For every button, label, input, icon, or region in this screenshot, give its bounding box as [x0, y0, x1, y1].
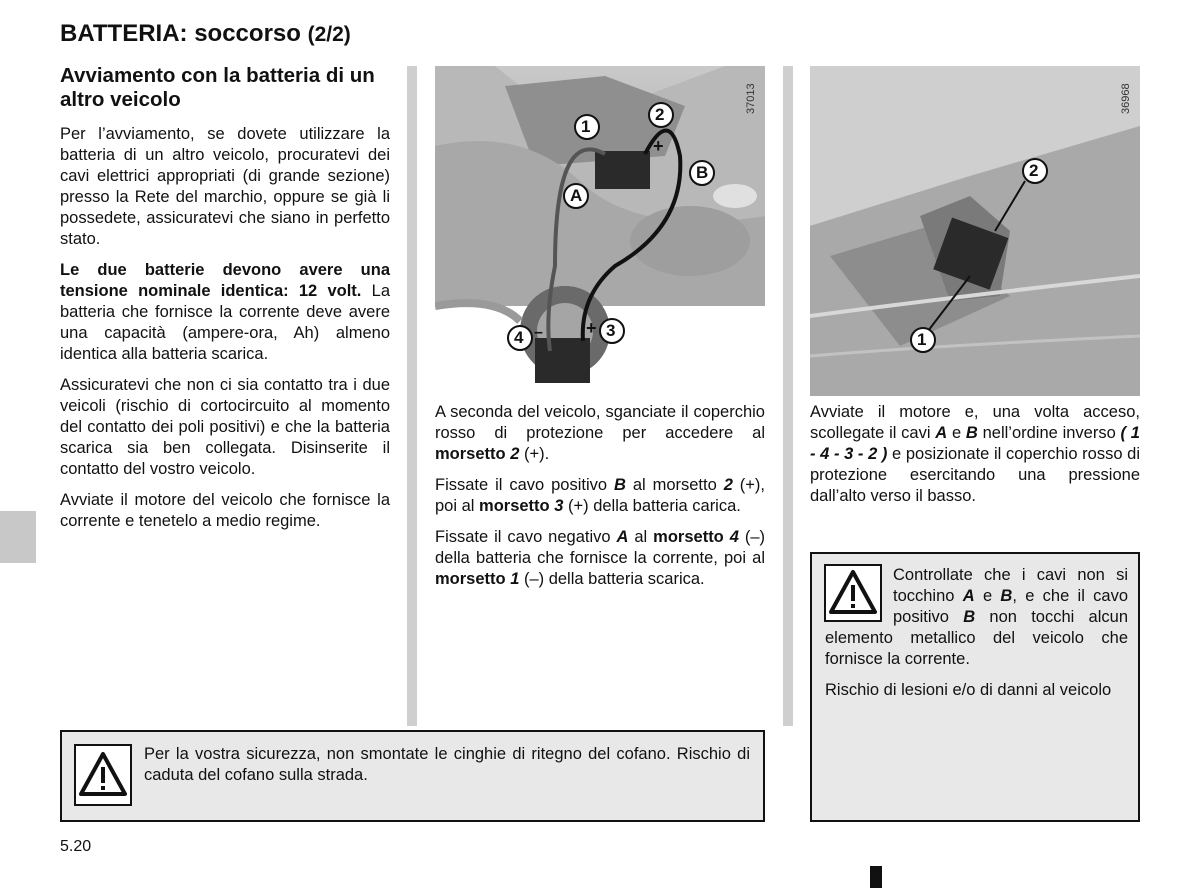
chapter-tab: [0, 511, 36, 563]
column-divider-2: [783, 66, 793, 726]
plus-sign-lower: +: [586, 318, 597, 338]
figure-code: 37013: [745, 83, 757, 114]
voltage-note: Le due batterie devono avere una tensione nominale identica: 12 volt.: [60, 261, 390, 300]
page-title: [60, 20, 351, 48]
warning-triangle-icon: [74, 744, 132, 806]
callout-2-label: 2: [655, 105, 665, 124]
page-number: 5.20: [60, 838, 92, 855]
callout-A-label: A: [570, 186, 583, 205]
title-sub: (2/2): [307, 23, 351, 46]
figure-jump-start-diagram: [435, 66, 765, 396]
callout-1-label: 1: [581, 117, 591, 136]
section-heading: Avviamento con la batteria di un altro veicolo: [60, 64, 375, 111]
warning-text-hood-straps: Per la vostra sicurezza, non smontate le cinghie di ritegno del cofano. Rischio di caduta del cofano sulla strada.: [144, 745, 750, 784]
left-column: [60, 64, 390, 542]
middle-paragraph-1: A seconda del veicolo, sganciate il coperchio rosso di protezione per accedere al morsetto 2 (+).: [435, 403, 765, 463]
right-paragraph-1: Avviate il motore e, una volta acceso, scollegate il cavi A e B nell’ordine inverso ( 1 - 4 - 3 - 2 ) e posizionate il coperchio rosso di protezione esercitando una pressione dall’alto verso il basso.: [810, 403, 1140, 505]
minus-sign-lower: –: [534, 324, 543, 341]
callout-3-label: 3: [606, 321, 616, 340]
callout-B-label: B: [696, 163, 709, 182]
middle-column: [435, 402, 765, 600]
left-paragraph-3: Assicuratevi che non ci sia contatto tra i due veicoli (rischio di cortocircuito al momento del contatto dei poli positivi) e che la batteria scarica sia ben collegata. Disinserite il contatto del vostro veicolo.: [60, 376, 390, 478]
figure-battery-location-photo: [810, 66, 1140, 396]
middle-paragraph-2: Fissate il cavo positivo B al morsetto 2 (+), poi al morsetto 3 (+) della batteria carica.: [435, 476, 765, 515]
warning-text-cables: Controllate che i cavi non si tocchino A e B, e che il cavo positivo B non tocchi alcun elemento metallico del veicolo che fornisce la corrente. Rischio di lesioni e/o di danni al veicolo: [825, 566, 1128, 699]
plus-sign-upper: +: [653, 136, 664, 156]
title-main: BATTERIA: soccorso: [60, 20, 301, 47]
page-edge-marker: [870, 866, 882, 888]
right-column: [810, 402, 1140, 517]
battery-location-illustration: [810, 66, 1140, 396]
callout-2-label: 2: [1029, 161, 1039, 180]
column-divider-1: [407, 66, 417, 726]
callout-4-label: 4: [514, 328, 524, 347]
figure-code: 36968: [1120, 83, 1132, 114]
warning-box-hood-straps: [60, 730, 765, 822]
warning-risk-note: Rischio di lesioni e/o di danni al veicolo: [825, 681, 1112, 699]
warning-box-cables: [810, 552, 1140, 822]
callout-1-label: 1: [917, 330, 927, 349]
left-paragraph-2: Le due batterie devono avere una tensione nominale identica: 12 volt. La batteria che fornisce la corrente deve avere una capacità (ampere-ora, Ah) almeno identica alla batteria scarica.: [60, 261, 390, 363]
middle-paragraph-3: Fissate il cavo negativo A al morsetto 4 (–) della batteria che fornisce la corrente, poi al morsetto 1 (–) della batteria scarica.: [435, 528, 766, 588]
left-paragraph-1: Per l’avviamento, se dovete utilizzare la batteria di un altro veicolo, procuratevi dei cavi elettrici appropriati (di grande sezione) presso la Rete del marchio, oppure se già li possedete, assicuratevi che siano in perfetto stato.: [60, 125, 390, 248]
left-paragraph-4: Avviate il motore del veicolo che fornisce la corrente e tenetelo a medio regime.: [60, 491, 390, 530]
